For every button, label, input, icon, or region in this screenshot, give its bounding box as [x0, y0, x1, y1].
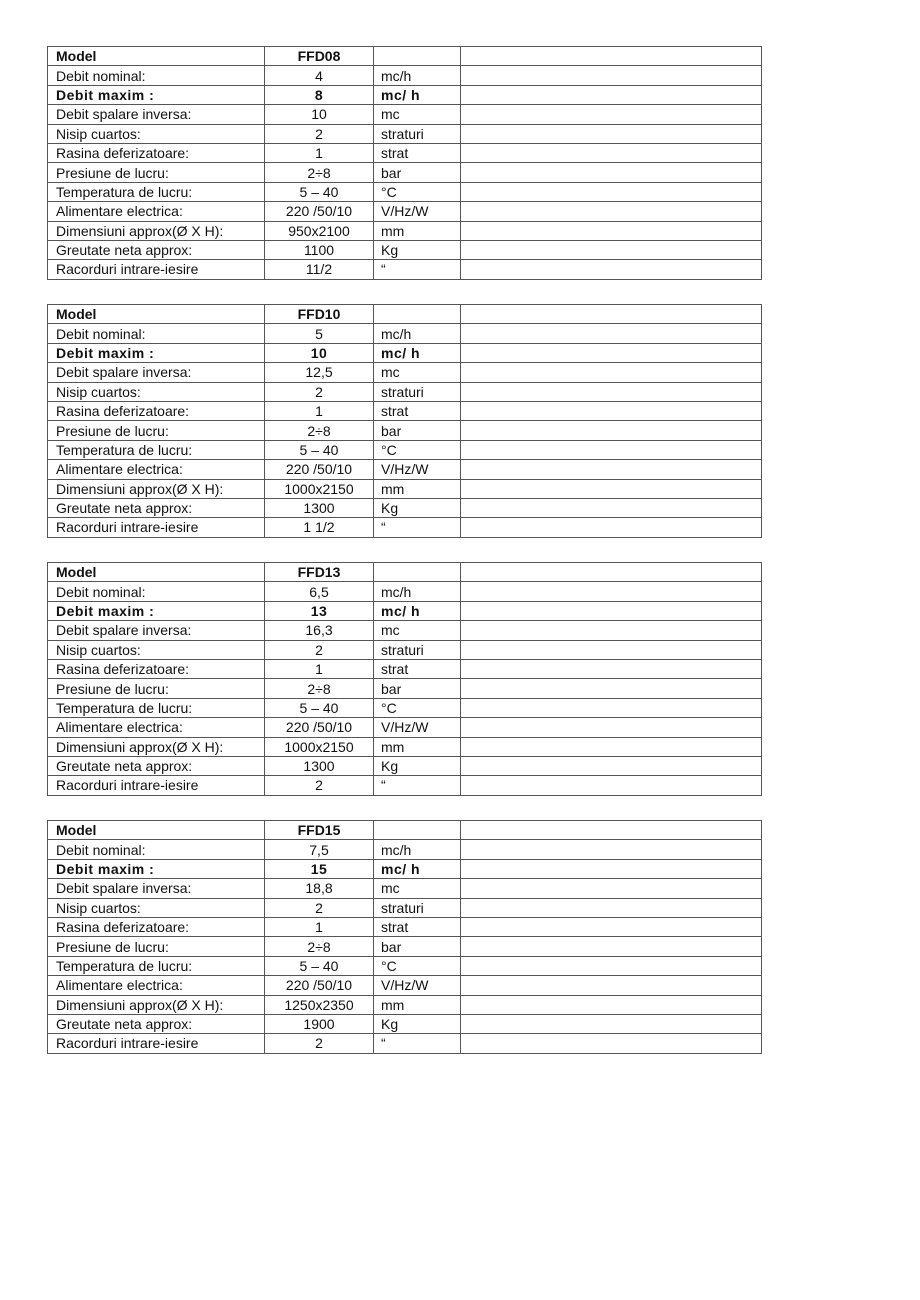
- spec-row: [48, 240, 762, 259]
- spec-row: [48, 343, 762, 362]
- spec-label: Nisip cuartos:: [48, 640, 265, 659]
- spec-row: [48, 85, 762, 104]
- spec-value: 220 /50/10: [265, 460, 374, 479]
- spec-value: 2: [265, 776, 374, 795]
- spec-row: [48, 956, 762, 975]
- spec-value: 5 – 40: [265, 698, 374, 717]
- spec-unit: “: [374, 1034, 461, 1053]
- spec-value: 1 1/2: [265, 518, 374, 537]
- spec-row: [48, 976, 762, 995]
- model-name: FFD08: [265, 47, 374, 66]
- spec-unit: °C: [374, 440, 461, 459]
- empty-cell: [461, 421, 762, 440]
- spec-row: [48, 202, 762, 221]
- spec-row: [48, 859, 762, 878]
- empty-cell: [461, 776, 762, 795]
- spec-label: Debit spalare inversa:: [48, 363, 265, 382]
- spec-label: Debit maxim :: [48, 85, 265, 104]
- spec-row: [48, 518, 762, 537]
- spec-label: Rasina deferizatoare:: [48, 659, 265, 678]
- empty-cell: [461, 124, 762, 143]
- spec-label: Debit spalare inversa:: [48, 621, 265, 640]
- spec-label: Nisip cuartos:: [48, 898, 265, 917]
- spec-value: 2: [265, 382, 374, 401]
- spec-label: Racorduri intrare-iesire: [48, 260, 265, 279]
- model-name: FFD13: [265, 563, 374, 582]
- spec-label: Debit nominal:: [48, 840, 265, 859]
- empty-cell: [374, 821, 461, 840]
- spec-unit: “: [374, 518, 461, 537]
- empty-cell: [461, 756, 762, 775]
- spec-label: Debit nominal:: [48, 66, 265, 85]
- empty-cell: [461, 917, 762, 936]
- spec-label: Temperatura de lucru:: [48, 182, 265, 201]
- spec-value: 11/2: [265, 260, 374, 279]
- spec-label: Nisip cuartos:: [48, 382, 265, 401]
- empty-cell: [461, 324, 762, 343]
- spec-label: Debit spalare inversa:: [48, 105, 265, 124]
- spec-row: [48, 421, 762, 440]
- spec-label: Greutate neta approx:: [48, 240, 265, 259]
- empty-cell: [461, 621, 762, 640]
- empty-cell: [461, 859, 762, 878]
- empty-cell: [461, 976, 762, 995]
- spec-label: Alimentare electrica:: [48, 976, 265, 995]
- spec-unit: straturi: [374, 640, 461, 659]
- spec-row: [48, 640, 762, 659]
- spec-row: [48, 124, 762, 143]
- empty-cell: [461, 956, 762, 975]
- spec-row: [48, 879, 762, 898]
- model-label: Model: [48, 821, 265, 840]
- spec-value: 220 /50/10: [265, 202, 374, 221]
- model-name: FFD10: [265, 305, 374, 324]
- spec-value: 5 – 40: [265, 956, 374, 975]
- spec-label: Temperatura de lucru:: [48, 440, 265, 459]
- empty-cell: [461, 460, 762, 479]
- empty-cell: [461, 879, 762, 898]
- spec-unit: mc/ h: [374, 85, 461, 104]
- spec-value: 2÷8: [265, 421, 374, 440]
- spec-unit: mc/h: [374, 840, 461, 859]
- spec-value: 1: [265, 143, 374, 162]
- empty-cell: [461, 679, 762, 698]
- spec-unit: mc/ h: [374, 859, 461, 878]
- spec-value: 10: [265, 105, 374, 124]
- spec-label: Dimensiuni approx(Ø X H):: [48, 737, 265, 756]
- empty-cell: [461, 518, 762, 537]
- spec-unit: °C: [374, 956, 461, 975]
- spec-unit: °C: [374, 182, 461, 201]
- empty-cell: [461, 260, 762, 279]
- spec-row: [48, 498, 762, 517]
- spec-unit: V/Hz/W: [374, 718, 461, 737]
- spec-value: 2÷8: [265, 163, 374, 182]
- spec-unit: mc: [374, 105, 461, 124]
- spec-unit: bar: [374, 937, 461, 956]
- spec-value: 1: [265, 659, 374, 678]
- spec-row: [48, 840, 762, 859]
- spec-value: 18,8: [265, 879, 374, 898]
- empty-cell: [461, 305, 762, 324]
- spec-value: 2: [265, 898, 374, 917]
- spec-unit: mc/ h: [374, 601, 461, 620]
- spec-label: Temperatura de lucru:: [48, 698, 265, 717]
- spec-label: Debit maxim :: [48, 343, 265, 362]
- empty-cell: [461, 182, 762, 201]
- empty-cell: [461, 640, 762, 659]
- empty-cell: [374, 47, 461, 66]
- spec-label: Greutate neta approx:: [48, 498, 265, 517]
- spec-row: [48, 324, 762, 343]
- spec-value: 2÷8: [265, 679, 374, 698]
- spec-value: 950x2100: [265, 221, 374, 240]
- spec-value: 1000x2150: [265, 479, 374, 498]
- spec-row: [48, 917, 762, 936]
- spec-value: 10: [265, 343, 374, 362]
- spec-row: [48, 776, 762, 795]
- spec-table-ffd08: [47, 46, 762, 280]
- model-row: [48, 821, 762, 840]
- spec-unit: mm: [374, 737, 461, 756]
- spec-label: Alimentare electrica:: [48, 202, 265, 221]
- empty-cell: [461, 143, 762, 162]
- spec-label: Racorduri intrare-iesire: [48, 518, 265, 537]
- spec-label: Racorduri intrare-iesire: [48, 776, 265, 795]
- spec-row: [48, 898, 762, 917]
- spec-row: [48, 221, 762, 240]
- spec-value: 15: [265, 859, 374, 878]
- empty-cell: [461, 601, 762, 620]
- spec-unit: bar: [374, 163, 461, 182]
- empty-cell: [461, 1014, 762, 1033]
- spec-unit: mc/h: [374, 324, 461, 343]
- empty-cell: [461, 898, 762, 917]
- spec-label: Dimensiuni approx(Ø X H):: [48, 221, 265, 240]
- spec-row: [48, 401, 762, 420]
- spec-label: Presiune de lucru:: [48, 421, 265, 440]
- empty-cell: [461, 698, 762, 717]
- model-row: [48, 305, 762, 324]
- spec-value: 1: [265, 917, 374, 936]
- spec-unit: mc: [374, 879, 461, 898]
- empty-cell: [461, 821, 762, 840]
- empty-cell: [461, 440, 762, 459]
- spec-unit: straturi: [374, 382, 461, 401]
- empty-cell: [461, 163, 762, 182]
- spec-row: [48, 382, 762, 401]
- spec-label: Dimensiuni approx(Ø X H):: [48, 479, 265, 498]
- model-label: Model: [48, 305, 265, 324]
- empty-cell: [461, 221, 762, 240]
- empty-cell: [461, 937, 762, 956]
- spec-row: [48, 756, 762, 775]
- spec-row: [48, 460, 762, 479]
- empty-cell: [461, 202, 762, 221]
- spec-unit: mm: [374, 221, 461, 240]
- empty-cell: [461, 582, 762, 601]
- model-row: [48, 563, 762, 582]
- spec-value: 13: [265, 601, 374, 620]
- empty-cell: [461, 659, 762, 678]
- spec-row: [48, 937, 762, 956]
- spec-unit: “: [374, 260, 461, 279]
- spec-label: Debit nominal:: [48, 582, 265, 601]
- spec-unit: bar: [374, 679, 461, 698]
- spec-label: Debit maxim :: [48, 601, 265, 620]
- spec-unit: strat: [374, 401, 461, 420]
- spec-label: Racorduri intrare-iesire: [48, 1034, 265, 1053]
- spec-label: Debit maxim :: [48, 859, 265, 878]
- empty-cell: [461, 105, 762, 124]
- spec-row: [48, 601, 762, 620]
- spec-row: [48, 698, 762, 717]
- empty-cell: [461, 343, 762, 362]
- spec-unit: mc/h: [374, 582, 461, 601]
- spec-value: 6,5: [265, 582, 374, 601]
- spec-row: [48, 66, 762, 85]
- spec-label: Rasina deferizatoare:: [48, 401, 265, 420]
- spec-row: [48, 260, 762, 279]
- spec-value: 5 – 40: [265, 440, 374, 459]
- spec-unit: Kg: [374, 756, 461, 775]
- spec-value: 16,3: [265, 621, 374, 640]
- spec-value: 1000x2150: [265, 737, 374, 756]
- model-name: FFD15: [265, 821, 374, 840]
- spec-row: [48, 105, 762, 124]
- spec-row: [48, 182, 762, 201]
- empty-cell: [461, 737, 762, 756]
- spec-row: [48, 1034, 762, 1053]
- model-label: Model: [48, 563, 265, 582]
- spec-label: Presiune de lucru:: [48, 679, 265, 698]
- spec-row: [48, 143, 762, 162]
- spec-unit: mc/ h: [374, 343, 461, 362]
- spec-value: 220 /50/10: [265, 718, 374, 737]
- spec-value: 4: [265, 66, 374, 85]
- spec-label: Greutate neta approx:: [48, 756, 265, 775]
- spec-unit: V/Hz/W: [374, 202, 461, 221]
- spec-unit: mm: [374, 995, 461, 1014]
- spec-unit: Kg: [374, 1014, 461, 1033]
- empty-cell: [374, 563, 461, 582]
- empty-cell: [461, 47, 762, 66]
- spec-value: 5 – 40: [265, 182, 374, 201]
- spec-unit: straturi: [374, 898, 461, 917]
- spec-value: 12,5: [265, 363, 374, 382]
- spec-value: 2: [265, 640, 374, 659]
- spec-label: Nisip cuartos:: [48, 124, 265, 143]
- empty-cell: [461, 382, 762, 401]
- spec-value: 2÷8: [265, 937, 374, 956]
- spec-row: [48, 479, 762, 498]
- spec-unit: strat: [374, 143, 461, 162]
- empty-cell: [461, 840, 762, 859]
- spec-value: 5: [265, 324, 374, 343]
- spec-label: Rasina deferizatoare:: [48, 143, 265, 162]
- spec-label: Presiune de lucru:: [48, 163, 265, 182]
- spec-value: 1250x2350: [265, 995, 374, 1014]
- spec-unit: °C: [374, 698, 461, 717]
- empty-cell: [461, 363, 762, 382]
- spec-value: 1: [265, 401, 374, 420]
- spec-row: [48, 440, 762, 459]
- spec-unit: mc: [374, 621, 461, 640]
- spec-row: [48, 363, 762, 382]
- spec-label: Rasina deferizatoare:: [48, 917, 265, 936]
- spec-row: [48, 679, 762, 698]
- spec-value: 2: [265, 124, 374, 143]
- spec-row: [48, 737, 762, 756]
- spec-value: 1900: [265, 1014, 374, 1033]
- spec-row: [48, 621, 762, 640]
- empty-cell: [461, 563, 762, 582]
- spec-unit: Kg: [374, 498, 461, 517]
- spec-unit: straturi: [374, 124, 461, 143]
- empty-cell: [461, 240, 762, 259]
- spec-unit: strat: [374, 917, 461, 936]
- spec-value: 7,5: [265, 840, 374, 859]
- spec-value: 220 /50/10: [265, 976, 374, 995]
- spec-unit: bar: [374, 421, 461, 440]
- spec-unit: V/Hz/W: [374, 460, 461, 479]
- spec-row: [48, 718, 762, 737]
- spec-table-ffd15: [47, 820, 762, 1054]
- spec-row: [48, 163, 762, 182]
- empty-cell: [461, 1034, 762, 1053]
- empty-cell: [461, 401, 762, 420]
- model-label: Model: [48, 47, 265, 66]
- spec-value: 2: [265, 1034, 374, 1053]
- spec-value: 1300: [265, 498, 374, 517]
- spec-label: Temperatura de lucru:: [48, 956, 265, 975]
- spec-unit: mm: [374, 479, 461, 498]
- spec-row: [48, 659, 762, 678]
- spec-value: 1100: [265, 240, 374, 259]
- spec-unit: V/Hz/W: [374, 976, 461, 995]
- empty-cell: [461, 498, 762, 517]
- spec-row: [48, 1014, 762, 1033]
- empty-cell: [374, 305, 461, 324]
- empty-cell: [461, 479, 762, 498]
- empty-cell: [461, 85, 762, 104]
- spec-label: Alimentare electrica:: [48, 718, 265, 737]
- spec-label: Dimensiuni approx(Ø X H):: [48, 995, 265, 1014]
- spec-unit: mc: [374, 363, 461, 382]
- spec-label: Greutate neta approx:: [48, 1014, 265, 1033]
- spec-row: [48, 995, 762, 1014]
- model-row: [48, 47, 762, 66]
- empty-cell: [461, 718, 762, 737]
- spec-unit: “: [374, 776, 461, 795]
- empty-cell: [461, 66, 762, 85]
- spec-label: Presiune de lucru:: [48, 937, 265, 956]
- spec-table-ffd10: [47, 304, 762, 538]
- spec-unit: Kg: [374, 240, 461, 259]
- spec-unit: mc/h: [374, 66, 461, 85]
- spec-unit: strat: [374, 659, 461, 678]
- spec-label: Alimentare electrica:: [48, 460, 265, 479]
- spec-label: Debit spalare inversa:: [48, 879, 265, 898]
- spec-value: 1300: [265, 756, 374, 775]
- spec-value: 8: [265, 85, 374, 104]
- spec-table-ffd13: [47, 562, 762, 796]
- empty-cell: [461, 995, 762, 1014]
- spec-row: [48, 582, 762, 601]
- spec-label: Debit nominal:: [48, 324, 265, 343]
